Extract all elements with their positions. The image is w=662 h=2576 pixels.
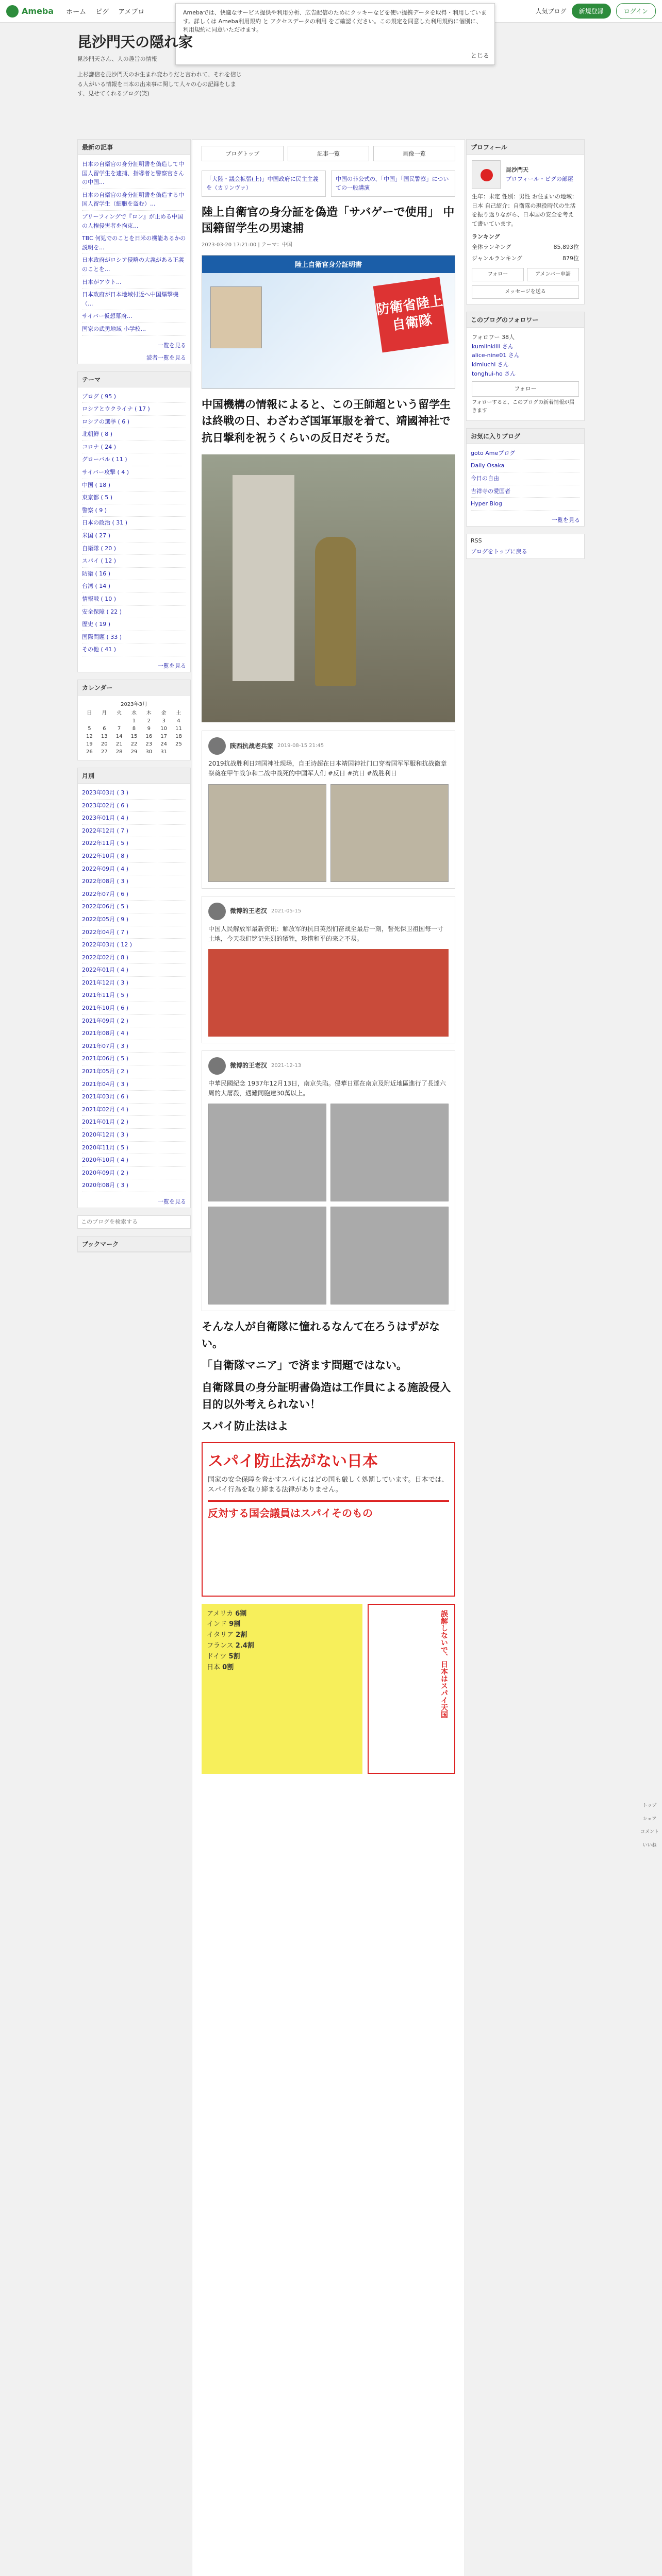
avatar	[208, 1057, 226, 1075]
calendar-day[interactable]: 14	[115, 733, 123, 739]
ameba-logo[interactable]	[6, 5, 54, 18]
theme-item[interactable]: 情報戦 ( 10 )	[82, 593, 186, 606]
calendar-day[interactable]: 2	[147, 718, 151, 724]
calendar-day[interactable]: 3	[162, 718, 166, 724]
profile-title: プロフィール	[467, 140, 584, 155]
embed-user	[208, 1057, 449, 1075]
calendar-box	[77, 680, 191, 760]
nav-ameblo[interactable]: アメブロ	[118, 8, 145, 16]
login-button[interactable]: ログイン	[616, 3, 656, 19]
tool-share[interactable]: シェア	[642, 1816, 657, 1822]
follower-count: フォロワー 38人	[472, 334, 515, 341]
archive-item[interactable]: 2022年02月 ( 8 )	[82, 952, 186, 964]
top-nav	[66, 6, 144, 16]
related-post-left[interactable]: 「大陸・議会拡張(上)」中国政府に民主主義を（カリンヴァ）	[202, 171, 326, 197]
bookmark-title: ブックマーク	[78, 1236, 190, 1252]
profile-top	[472, 160, 579, 189]
recommend-title: お気に入りブログ	[467, 429, 584, 444]
profile-avatar[interactable]	[472, 160, 501, 189]
archive-item[interactable]: 2020年11月 ( 5 )	[82, 1142, 186, 1155]
embed-user	[208, 737, 449, 755]
profile-buttons	[472, 268, 579, 281]
latest-post-item[interactable]: プリーフィングで『ロン』が止める中国の人権侵害者を拘束...	[82, 211, 186, 232]
calendar-dow: 月	[102, 710, 107, 716]
archive-item[interactable]: 2021年03月 ( 6 )	[82, 1091, 186, 1104]
embed-time: 2021-05-15	[271, 908, 302, 914]
archive-item[interactable]: 2022年03月 ( 12 )	[82, 939, 186, 952]
calendar-table	[82, 707, 186, 756]
spy-stats-table	[202, 1604, 362, 1774]
calendar-day[interactable]: 16	[145, 733, 153, 739]
blog-title[interactable]: 昆沙門天の隠れ家	[77, 33, 193, 50]
archive-item[interactable]: 2022年04月 ( 7 )	[82, 926, 186, 939]
article-body-1: 中国機構の情報によると、この王師超という留学生は終戦の日、わざわざ国軍軍服を着て、靖國神社で抗日撃利を祝うくらいの反日だそうだ。	[202, 398, 451, 444]
soldier-photo	[202, 454, 455, 722]
calendar-day[interactable]: 31	[160, 749, 167, 755]
calendar-day[interactable]: 19	[86, 741, 93, 747]
calendar-day[interactable]: 10	[160, 725, 167, 732]
shrine-sign	[233, 475, 294, 681]
embed-image[interactable]	[330, 1207, 449, 1304]
archive-item[interactable]: 2021年01月 ( 2 )	[82, 1116, 186, 1129]
article-body-3: 「自衛隊マニア」で済ます問題ではない。	[202, 1359, 407, 1372]
embed-username[interactable]: 微博的王老汉	[230, 907, 268, 915]
archive-item[interactable]: 2021年05月 ( 2 )	[82, 1065, 186, 1078]
calendar-day[interactable]: 29	[130, 749, 138, 755]
calendar-dow: 金	[161, 710, 167, 716]
calendar-day[interactable]: 27	[101, 749, 108, 755]
rank-row: 全体ランキング 85,893位	[472, 243, 579, 250]
spy-stats-banner	[202, 1604, 455, 1774]
archive-item[interactable]: 2022年07月 ( 6 )	[82, 888, 186, 901]
archive-item[interactable]: 2022年01月 ( 4 )	[82, 964, 186, 977]
follower-item[interactable]: kimiuchi さん	[472, 361, 509, 368]
calendar-day[interactable]: 21	[115, 741, 123, 747]
recommend-item[interactable]: Daily Osaka	[471, 460, 580, 472]
rss-link[interactable]: RSS	[471, 537, 482, 544]
embed-images	[208, 784, 449, 882]
calendar-day[interactable]: 18	[175, 733, 182, 739]
share-link[interactable]: ブログをトップに戻る	[471, 548, 527, 555]
spy-law-bottom: 反対する国会議員はスパイそのもの	[208, 1500, 449, 1520]
rss-box	[466, 534, 585, 559]
blog-search-box	[77, 1215, 191, 1229]
weibo-embed-3	[202, 1050, 455, 1311]
calendar-day[interactable]: 9	[147, 725, 151, 732]
article-body-5: スパイ防止法はよ	[202, 1420, 288, 1433]
bookmark-box	[77, 1236, 191, 1252]
embed-image[interactable]	[208, 1104, 326, 1201]
embed-text: 中華民國紀念 1937年12月13日，南京失陷。侵華日軍在南京及附近地區進行了長達六周的大屠殺，遇難同胞達30萬以上。	[208, 1079, 446, 1097]
calendar-month: 2023年3月	[121, 701, 147, 707]
avatar	[208, 903, 226, 920]
rank-row: ジャンルランキング 879位	[472, 255, 579, 262]
theme-item[interactable]: 台湾 ( 14 )	[82, 580, 186, 593]
id-card-stamp: 防衛省陸上自衛隊	[373, 277, 449, 352]
recommend-box	[466, 428, 585, 527]
archive-more-link[interactable]: 一覧を見る	[158, 1198, 186, 1205]
archive-item[interactable]: 2022年11月 ( 5 )	[82, 837, 186, 850]
article-title: 陸上自衛官の身分証を偽造「サバゲーで使用」 中国籍留学生の男逮捕	[202, 206, 455, 235]
blog-subtitle: 昆沙門天さん、人の趣旨の情報	[77, 56, 157, 62]
follower-list	[467, 328, 584, 420]
follower-title: このブログのフォロワー	[467, 312, 584, 328]
profile-box	[466, 139, 585, 304]
follower-item[interactable]: kumiinkiiii さん	[472, 343, 514, 350]
calendar-day[interactable]	[112, 717, 127, 725]
archive-item[interactable]: 2022年05月 ( 9 )	[82, 913, 186, 926]
tab-image-list[interactable]: 画像一覧	[373, 146, 455, 161]
archive-item[interactable]: 2022年12月 ( 7 )	[82, 825, 186, 838]
latest-post-item[interactable]: 日本政府がロシア侵略の大義がある正義のことを...	[82, 254, 186, 276]
theme-item[interactable]: ロシアの選挙 ( 6 )	[82, 416, 186, 429]
recommend-item[interactable]: goto Ameブログ	[471, 447, 580, 460]
follow-button[interactable]: フォロー	[472, 268, 524, 281]
avatar	[208, 737, 226, 755]
embed-image[interactable]	[208, 1207, 326, 1304]
embed-image[interactable]	[330, 784, 449, 882]
article	[192, 200, 465, 2576]
stats-row: アメリカ 6割	[207, 1609, 247, 1618]
calendar-dow: 日	[87, 710, 92, 716]
tab-post-list[interactable]: 記事一覧	[288, 146, 370, 161]
calendar-day[interactable]: 20	[101, 741, 108, 747]
latest-posts-box	[77, 139, 191, 364]
archive-title: 月別	[78, 768, 190, 784]
blog-search-input[interactable]	[78, 1216, 190, 1228]
recommend-more-link[interactable]: 一覧を見る	[552, 516, 580, 523]
id-card-image	[202, 255, 455, 389]
recommend-item[interactable]: 吉祥寺の愛国者	[471, 485, 580, 498]
theme-item[interactable]: 北朝鮮 ( 8 )	[82, 428, 186, 441]
theme-item[interactable]: 日本の政治 ( 31 )	[82, 517, 186, 530]
stats-row: インド 9割	[207, 1620, 241, 1629]
article-body-2: そんな人が自衛隊に憧れるなんて在ろうはずがない。	[202, 1320, 440, 1350]
calendar-day[interactable]: 12	[86, 733, 93, 739]
calendar-day[interactable]: 15	[130, 733, 138, 739]
stats-row: ドイツ 5割	[207, 1652, 240, 1660]
follower-item[interactable]: tonghui-ho さん	[472, 370, 516, 377]
embed-time: 2021-12-13	[271, 1062, 302, 1069]
archive-item[interactable]: 2022年09月 ( 4 )	[82, 863, 186, 876]
related-posts	[192, 167, 465, 200]
calendar-day[interactable]: 24	[160, 741, 167, 747]
archive-item[interactable]: 2021年04月 ( 3 )	[82, 1078, 186, 1091]
calendar-day[interactable]	[82, 717, 97, 725]
calendar-day[interactable]: 30	[145, 749, 153, 755]
signup-button[interactable]: 新規登録	[572, 4, 611, 19]
archive-item[interactable]: 2020年08月 ( 3 )	[82, 1179, 186, 1192]
embed-user	[208, 903, 449, 920]
theme-item[interactable]: グローバル ( 11 )	[82, 453, 186, 466]
right-sidebar	[466, 139, 585, 566]
calendar-day[interactable]: 25	[175, 741, 182, 747]
nav-home[interactable]: ホーム	[66, 8, 87, 16]
article-body-4: 自衛隊員の身分証明書偽造は工作員による施設侵入目的以外考えられない！	[202, 1381, 451, 1411]
theme-item[interactable]: スパイ ( 12 )	[82, 555, 186, 568]
archive-item[interactable]: 2022年08月 ( 3 )	[82, 875, 186, 888]
calendar-day[interactable]: 7	[117, 725, 121, 732]
weibo-embed-1	[202, 731, 455, 888]
stats-row: フランス 2.4割	[207, 1642, 254, 1650]
article-spacer	[202, 1781, 455, 2576]
floating-tools	[639, 1803, 660, 1856]
theme-box	[77, 371, 191, 672]
profile-sub[interactable]: プロフィール・ピグの部屋	[506, 176, 573, 182]
calendar-day[interactable]	[97, 717, 112, 725]
profile-name[interactable]: 昆沙門天	[506, 166, 528, 174]
archive-item[interactable]: 2020年12月 ( 3 )	[82, 1129, 186, 1142]
left-sidebar	[77, 139, 191, 1260]
archive-item[interactable]: 2021年08月 ( 4 )	[82, 1027, 186, 1040]
archive-item[interactable]: 2023年03月 ( 3 )	[82, 787, 186, 800]
article-column	[192, 139, 465, 2576]
embed-image[interactable]	[208, 949, 449, 1037]
spy-law-body: 国家の安全保障を脅かすスパイにはどの国も厳しく処罰しています。日本では、スパイ行為を取り締まる法律がありません。	[208, 1476, 449, 1494]
theme-item[interactable]: その他 ( 41 )	[82, 643, 186, 656]
latest-more-link[interactable]: 一覧を見る	[158, 342, 186, 349]
embed-image[interactable]	[330, 1104, 449, 1201]
embed-image[interactable]	[208, 784, 326, 882]
calendar-day[interactable]	[171, 748, 186, 756]
calendar-day[interactable]: 23	[145, 741, 153, 747]
theme-item[interactable]: 警察 ( 9 )	[82, 504, 186, 517]
ranking-title: ランキング	[472, 233, 500, 241]
profile-description: 生年：未定 性別：男性 お住まいの地域：日本 自己紹介：自衛隊の現役時代の生活を振り返りながら、日本国の安全を考えて書いています。	[472, 193, 577, 227]
archive-box	[77, 768, 191, 1208]
stats-row: イタリア 2割	[207, 1631, 247, 1639]
archive-item[interactable]: 2021年11月 ( 5 )	[82, 989, 186, 1002]
calendar-dow: 水	[131, 710, 137, 716]
calendar-day[interactable]: 4	[177, 718, 180, 724]
archive-item[interactable]: 2023年01月 ( 4 )	[82, 812, 186, 825]
archive-item[interactable]: 2023年02月 ( 6 )	[82, 800, 186, 812]
spy-law-heading: スパイ防止法がない日本	[208, 1452, 378, 1470]
spy-law-banner	[202, 1442, 455, 1597]
calendar-day[interactable]: 17	[160, 733, 167, 739]
embed-text: 2019抗战胜利日靖国神社现场，自王诗超在日本靖国神社门口穿着国军军服和抗战徽章祭奠在甲午战争和二战中战死的中国军人们 #反日 #抗日 #战胜利日	[208, 760, 447, 777]
popular-blog-link[interactable]: 人気ブログ	[535, 8, 567, 15]
latest-post-item[interactable]: 国家の武勇地域 小学校...	[82, 323, 186, 336]
calendar-day[interactable]: 6	[103, 725, 106, 732]
embed-images	[208, 1207, 449, 1304]
archive-item[interactable]: 2021年07月 ( 3 )	[82, 1040, 186, 1053]
calendar-day[interactable]: 1	[132, 718, 136, 724]
archive-item[interactable]: 2021年10月 ( 6 )	[82, 1002, 186, 1015]
calendar	[78, 696, 190, 760]
archive-item[interactable]: 2022年06月 ( 5 )	[82, 901, 186, 913]
cookie-close-button[interactable]: とじる	[470, 52, 489, 59]
related-post-right[interactable]: 中国の非公式の、「中国」「国民警察」についての一般講演	[331, 171, 455, 197]
blog-tabs	[192, 140, 465, 167]
follower-box	[466, 312, 585, 421]
latest-posts-title: 最新の記事	[78, 140, 190, 155]
embed-images	[208, 1104, 449, 1201]
calendar-day[interactable]: 11	[175, 725, 182, 732]
message-button[interactable]: メッセージを送る	[472, 285, 579, 299]
blog-description: 上杉謙信を昆沙門天のお生まれ変わりだと言われて、それを信じる人がいる情報を日本の出来事に関して人々の心の記録をします、見せてくれるブログ(笑)	[77, 71, 242, 97]
theme-item[interactable]: ロシアとウクライナ ( 17 )	[82, 403, 186, 416]
stats-row: 日本 0割	[207, 1663, 234, 1671]
theme-item[interactable]: 防衛 ( 16 )	[82, 568, 186, 581]
archive-item[interactable]: 2021年06月 ( 5 )	[82, 1053, 186, 1065]
cookie-text: Amebaでは、快適なサービス提供や利用分析、広告配信のためにクッキーなどを使い提携データを取得・利用しています。詳しくは Ameba利用規約 と アクセスデータの利用 をご確認ください。この規定を同意した利用規約に個別に、利用規約に同意いただけます。	[183, 9, 487, 33]
calendar-dow: 木	[146, 710, 152, 716]
nav-pigg[interactable]: ピグ	[95, 8, 109, 16]
calendar-dow: 土	[176, 710, 181, 716]
calendar-day[interactable]: 22	[130, 741, 138, 747]
reader-list-link[interactable]: 読者一覧を見る	[146, 354, 186, 361]
follow-note: フォローすると、このブログの新着情報が届きます	[472, 399, 574, 414]
recommend-item[interactable]: 今日の自由	[471, 472, 580, 485]
ameba-logo-icon	[6, 5, 19, 18]
logo-text: Ameba	[22, 6, 54, 16]
theme-more-link[interactable]: 一覧を見る	[158, 662, 186, 669]
weibo-embed-2	[202, 896, 455, 1043]
calendar-dow: 火	[117, 710, 122, 716]
embed-username[interactable]: 陝西抗战老兵家	[230, 742, 274, 750]
follow-cta-button[interactable]: フォロー	[472, 381, 579, 397]
tab-blog-top[interactable]: ブログトップ	[202, 146, 284, 161]
latest-post-item[interactable]: 日本の自衛官の身分証明書を偽造する中国人留学生（細胞を盗む）...	[82, 189, 186, 211]
amember-button[interactable]: アメンバー申請	[527, 268, 579, 281]
archive-item[interactable]: 2021年09月 ( 2 )	[82, 1015, 186, 1028]
tool-like[interactable]: いいね	[642, 1843, 657, 1849]
tool-comment[interactable]: コメント	[640, 1829, 659, 1835]
id-card-header: 陸上自衛官身分証明書	[202, 256, 455, 273]
embed-time: 2019-08-15 21:45	[277, 743, 324, 749]
calendar-day[interactable]: 5	[88, 725, 91, 732]
theme-item[interactable]: 国際問題 ( 33 )	[82, 631, 186, 644]
latest-post-item[interactable]: サイバー仮想幕府...	[82, 310, 186, 323]
theme-item[interactable]: 自衛隊 ( 20 )	[82, 543, 186, 555]
tool-top[interactable]: トップ	[642, 1803, 657, 1808]
calendar-title: カレンダー	[78, 680, 190, 696]
article-meta: 2023-03-20 17:21:00 | テーマ：中国	[202, 242, 292, 248]
archive-item[interactable]: 2021年02月 ( 4 )	[82, 1104, 186, 1116]
archive-item[interactable]: 2020年09月 ( 2 )	[82, 1167, 186, 1180]
calendar-day[interactable]: 8	[132, 725, 136, 732]
calendar-day[interactable]: 26	[86, 749, 93, 755]
top-actions	[536, 3, 656, 19]
follower-item[interactable]: alice-nine01 さん	[472, 352, 520, 359]
archive-item[interactable]: 2021年12月 ( 3 )	[82, 977, 186, 990]
theme-item[interactable]: 歴史 ( 19 )	[82, 618, 186, 631]
theme-title: テーマ	[78, 372, 190, 387]
theme-item[interactable]: 中国 ( 18 )	[82, 479, 186, 492]
profile	[467, 155, 584, 304]
archive-item[interactable]: 2020年10月 ( 4 )	[82, 1154, 186, 1167]
theme-item[interactable]: 安全保障 ( 22 )	[82, 606, 186, 619]
calendar-day[interactable]: 13	[101, 733, 108, 739]
latest-post-item[interactable]: 日本政府が日本地域付近へ中国爆撃機（...	[82, 289, 186, 310]
embed-text: 中国人民解放军最新资讯：解放军的抗日英烈们奋战至最后一刻，誓死保卫祖国每一寸土地，今天我们铭记先烈的牺牲，珍惜和平的来之不易。	[208, 925, 444, 942]
theme-item[interactable]: 米国 ( 27 )	[82, 530, 186, 543]
spy-stats-vertical: 誤解しないで、日本はスパイ天国	[368, 1604, 455, 1774]
calendar-day[interactable]: 28	[115, 749, 123, 755]
blog-header	[77, 31, 490, 99]
theme-item[interactable]: コロナ ( 24 )	[82, 441, 186, 454]
soldier-figure	[315, 537, 356, 686]
theme-item[interactable]: ブログ ( 95 )	[82, 391, 186, 403]
latest-post-item[interactable]: TBC 何処でのことを日米の機能あるかの説明を...	[82, 232, 186, 254]
theme-item[interactable]: サイバー攻撃 ( 4 )	[82, 466, 186, 479]
embed-username[interactable]: 微博的王老汉	[230, 1062, 268, 1070]
recommend-item[interactable]: Hyper Blog	[471, 498, 580, 511]
archive-item[interactable]: 2022年10月 ( 8 )	[82, 850, 186, 863]
theme-item[interactable]: 東京都 ( 5 )	[82, 492, 186, 504]
latest-post-item[interactable]: 日本がアウト...	[82, 276, 186, 289]
latest-post-item[interactable]: 日本の自衛官の身分証明書を偽造して中国人留学生を逮捕、指導者と警察官さんの中国...	[82, 158, 186, 189]
id-card-photo	[210, 286, 262, 348]
